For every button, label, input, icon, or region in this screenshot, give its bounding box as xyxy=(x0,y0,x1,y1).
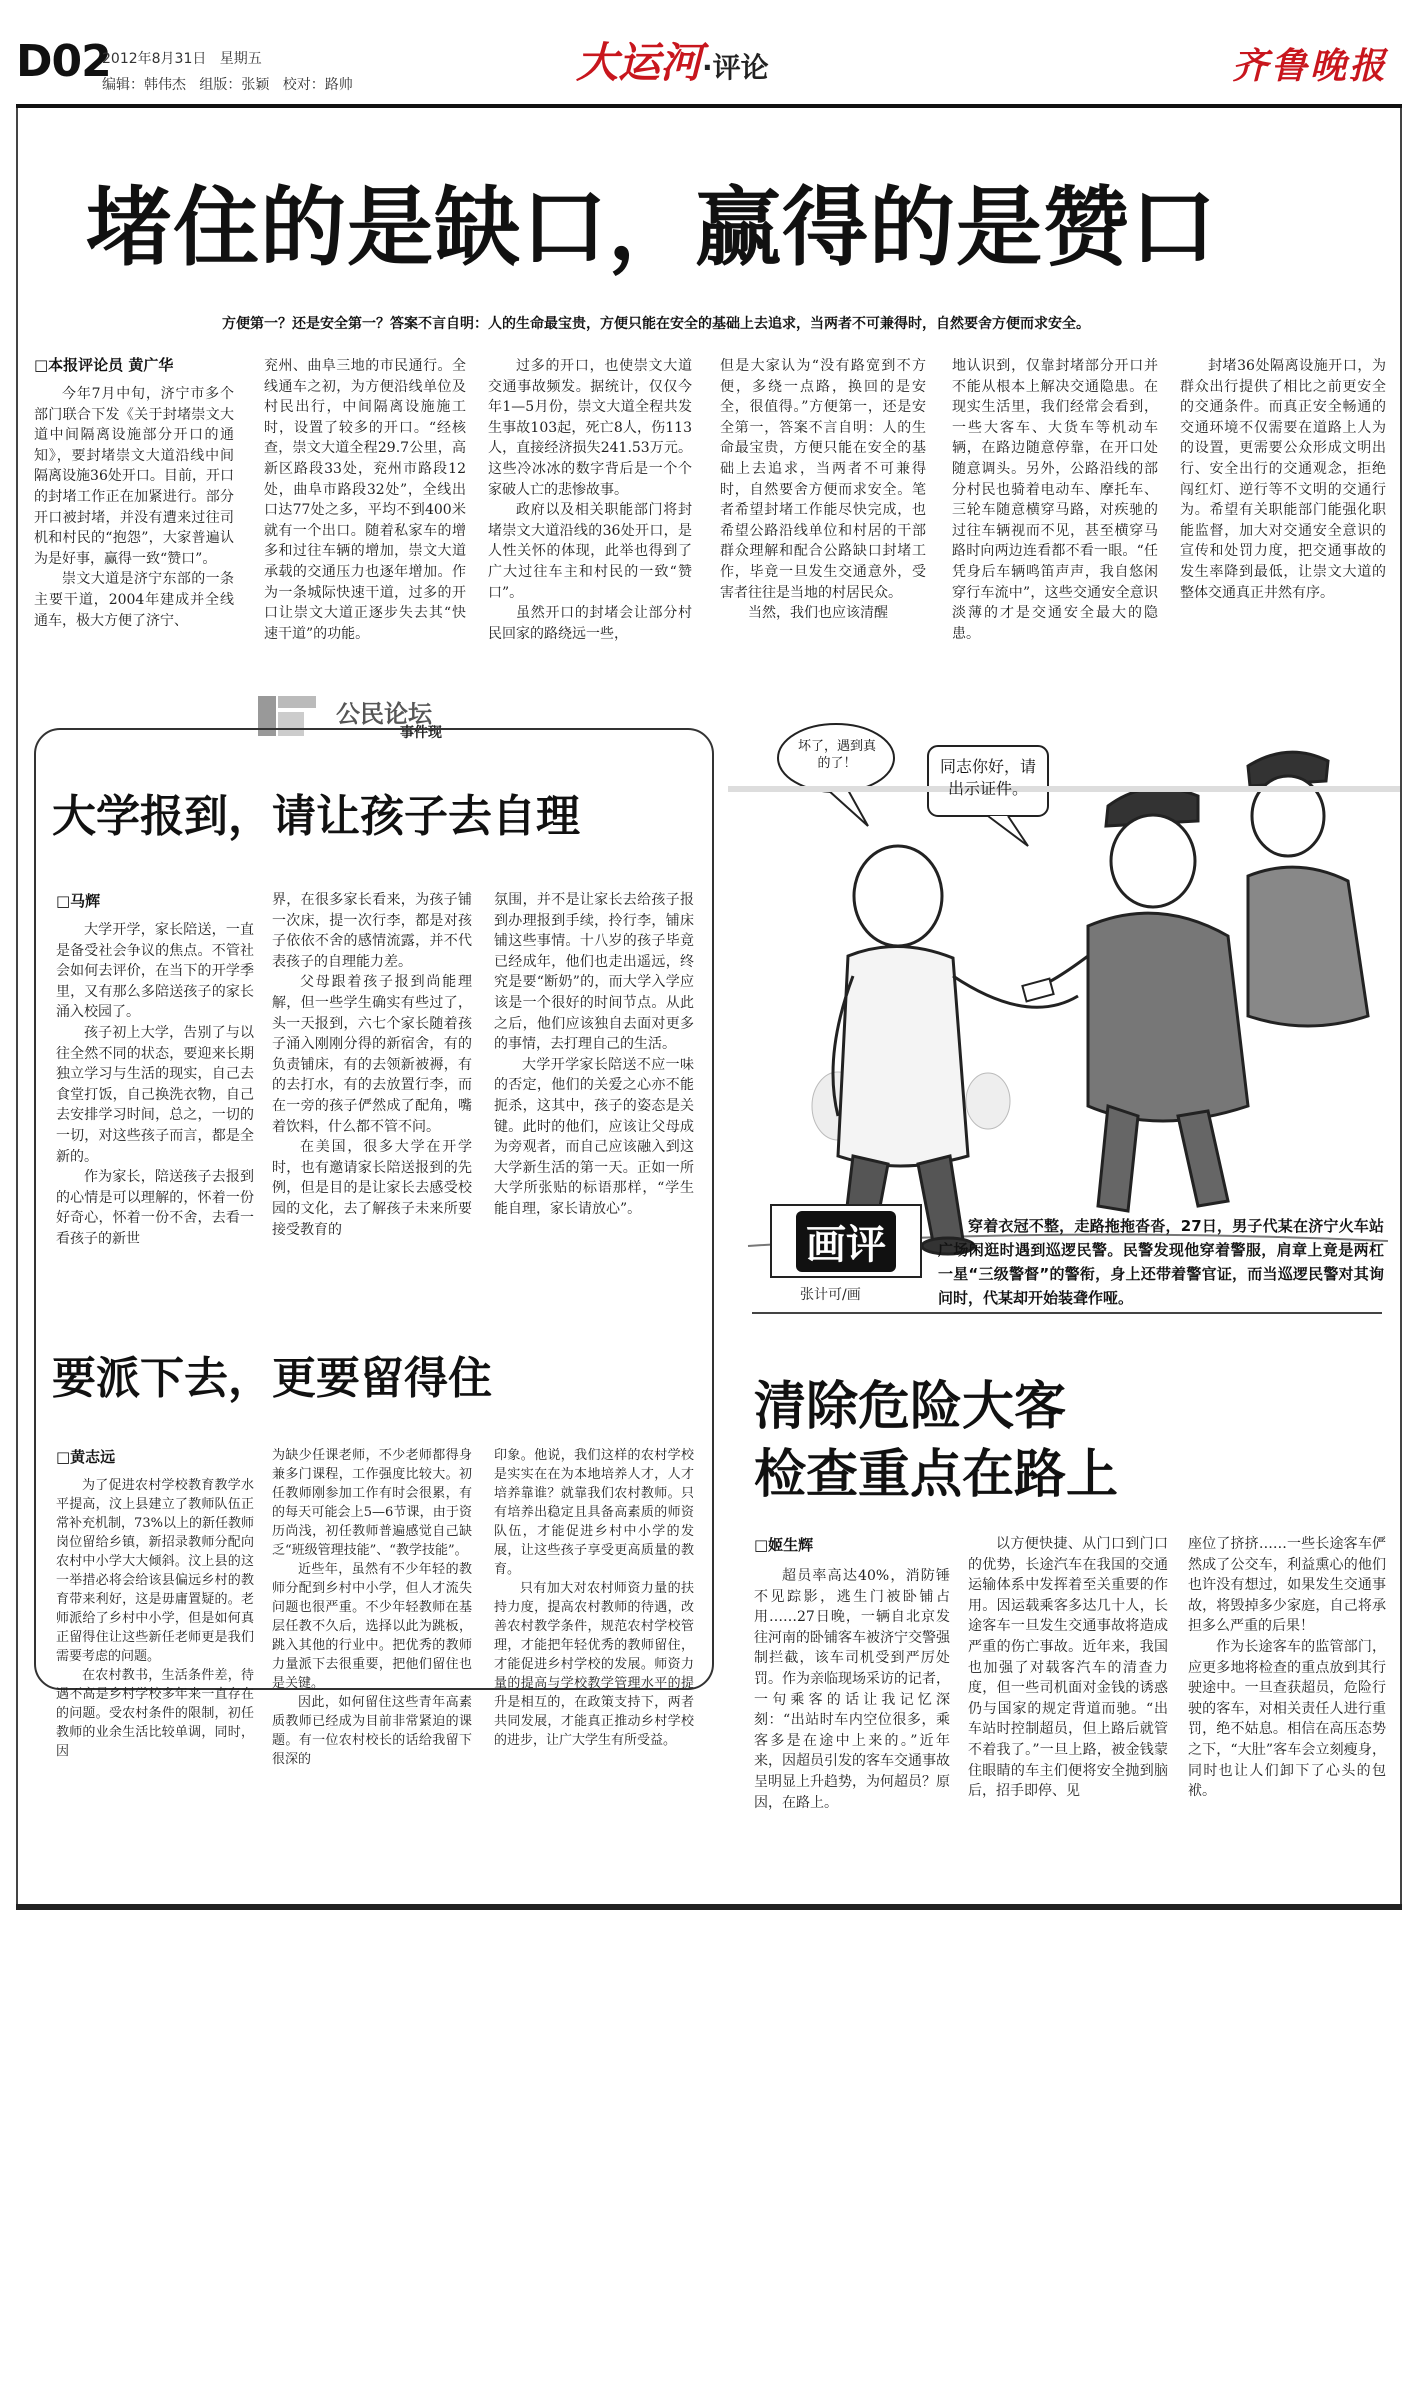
bubble-left-text: 坏了，遇到真的了！ xyxy=(797,739,876,771)
cartoon-credit: 张计可/画 xyxy=(800,1287,861,1303)
header-rule xyxy=(16,104,1402,108)
page-right-rule xyxy=(1400,108,1402,1910)
article1-col-2 xyxy=(272,890,472,1312)
article2-byline: □黄志远 xyxy=(56,1448,116,1466)
cartoon-stamp xyxy=(770,1204,922,1278)
lead-p: 但是大家认为“没有路宽到不方便，多绕一点路，换回的是安全，很值得。”方便第一，还是安全第一，答案不言自明：人的生命最宝贵，方便只能在安全的基础上去追求，当两者不可兼得时，自然要舍方便而求安全。笔者希望封堵工作能尽快完成，也希望公路沿线单位和村居的干部群众理解和配合公路缺口封堵工作，毕竟一旦发生交通意外，受害者往往是当地的村居民众。 xyxy=(720,358,926,601)
lead-p: 封堵36处隔离设施开口，为群众出行提供了相比之前更安全的交通条件。而真正安全畅通的交通环境不仅需要在道路上人为的设置，更需要公众形成文明出行、安全出行的交通观念，拒绝闯红灯、逆行等不文明的交通行为。希望有关职能部门能强化职能监督，加大对交通安全意识的宣传和处罚力度，把交通事故的发生率降到最低，让崇文大道的整体交通真正井然有序。 xyxy=(1180,358,1386,601)
article1-byline: □马辉 xyxy=(56,892,101,910)
article3-p: 以方便快捷、从门口到门口的优势，长途汽车在我国的交通运输体系中发挥着至关重要的作用。因运载乘客多达几十人，长途客车一旦发生交通事故将造成严重的伤亡事故。近年来，我国也加强了对载客汽车的清查力度，但一些司机面对金钱的诱惑仍与国家的规定背道而驰。“出车站时控制超员，但上路后就管不着我了。”一旦上路，被金钱蒙住眼睛的车主们便将安全抛到脑后，招手即停、见 xyxy=(968,1536,1168,1800)
staff-credits xyxy=(102,74,353,94)
article1-col-3 xyxy=(494,890,694,1312)
lead-p: 当然，我们也应该清醒 xyxy=(748,605,888,622)
date-text: 2012年8月31日 xyxy=(102,51,207,67)
article3-col-3 xyxy=(1188,1534,1386,1800)
article2-headline: 要派下去，更要留得住 xyxy=(52,1353,492,1404)
lead-p: 过多的开口，也使崇文大道交通事故频发。据统计，仅仅今年1—5月份，崇文大道全程共发生事故103起，死亡8人，伤113人，直接经济损失241.53万元。这些冷冰冰的数字背后是一个个家破人亡的悲惨故事。 xyxy=(488,358,692,498)
article3-headline-2: 检查重点在路上 xyxy=(754,1445,1119,1505)
cartoon-panel xyxy=(728,686,1400,1276)
lead-p: 今年7月中旬，济宁市多个部门联合下发《关于封堵崇文大道中间隔离设施部分开口的通知》，要封堵崇文大道沿线中间隔离设施36处开口。目前，开口的封堵工作正在加紧进行。部分开口被封堵，并没有遭来过往司机和村民的“抱怨”，大家普遍认为是好事，赢得一致“赞口”。 xyxy=(34,386,234,567)
article1-p: 大学开学家长陪送不应一味的否定，他们的关爱之心亦不能扼杀，这其中，孩子的姿态是关键。此时的他们，应该让父母成为旁观者，而自己应该融入到这大学新生活的第一天。正如一所大学所张贴的标语那样，“学生能自理，家长请放心”。 xyxy=(494,1056,694,1217)
page-left-rule xyxy=(16,108,18,1910)
lead-col-6 xyxy=(1180,356,1386,676)
section-name: ·评论 xyxy=(702,51,769,84)
article3-p: 超员率高达40%，消防锤不见踪影，逃生门被卧铺占用……27日晚，一辆自北京发往河南的卧铺客车被济宁交警强制拦截，该车司机受到严厉处罚。作为亲临现场采访的记者，一句乘客的话让我记忆深刻：“出站时车内空位很多，乘客多是在途中上来的。”近年来，因超员引发的客车交通事故呈明显上升趋势，为何超员？原因，在路上。 xyxy=(754,1568,950,1811)
cartoon-bottom-rule xyxy=(752,1312,1382,1314)
lead-p: 政府以及相关职能部门将封堵崇文大道沿线的36处开口，是人性关怀的体现，此举也得到了广大过往车主和村民的一致“赞口”。 xyxy=(488,502,692,601)
lead-p: 虽然开口的封堵会让部分村民回家的路绕远一些， xyxy=(488,605,692,642)
article1-p: 作为家长，陪送孩子去报到的心情是可以理解的，怀着一份好奇心，怀着一份不舍，去看一看孩子的新世 xyxy=(56,1169,254,1247)
article1-p: 界，在很多家长看来，为孩子铺一次床，提一次行李，都是对孩子依依不舍的感情流露，并不代表孩子的自理能力差。 xyxy=(272,892,472,970)
editor-credit: 编辑：韩伟杰 xyxy=(102,77,186,93)
article2-col-2 xyxy=(272,1446,472,1767)
lead-col-2 xyxy=(264,356,466,676)
lead-p: 崇文大道是济宁东部的一条主要干道，2004年建成并全线通车，极大方便了济宁、 xyxy=(34,571,234,629)
page-number: D02 xyxy=(16,36,111,87)
article3-col-2 xyxy=(968,1534,1168,1800)
weekday-text: 星期五 xyxy=(219,51,262,67)
page-header xyxy=(0,0,1417,110)
issue-date xyxy=(102,48,262,68)
article2-p: 为缺少任课老师，不少老师都得身兼多门课程，工作强度比较大。初任教师刚参加工作有时会很累，有的每天可能会上5—6节课，由于资历尚浅，初任教师普遍感觉自己缺乏“班级管理技能”、“教学技能”。 xyxy=(272,1448,472,1558)
lead-col-4 xyxy=(720,356,926,676)
lead-col-3 xyxy=(488,356,692,676)
cartoon-caption: 穿着衣冠不整，走路拖拖沓沓，27日，男子代某在济宁火车站广场闲逛时遇到巡逻民警。民警发现他穿着警服，肩章上竟是两杠一星“三级警督”的警衔，身上还带着警官证，而当巡逻民警对其询问时，代某却开始装聋作哑。 xyxy=(938,1217,1384,1307)
article3-headline-1: 清除危险大客 xyxy=(754,1377,1067,1437)
lead-byline: □本报评论员 黄广华 xyxy=(34,356,174,374)
proof-credit: 校对：路帅 xyxy=(282,77,353,93)
article1-p: 父母跟着孩子报到尚能理解，但一些学生确实有些过了，头一天报到，六七个家长随着孩子涌入刚刚分得的新宿舍，有的负责铺床，有的去领新被褥，有的去打水，有的去放置行李，而在一旁的孩子俨然成了配角，嘴着饮料，什么都不管不问。 xyxy=(272,974,472,1135)
stamp-text: 画评 xyxy=(796,1211,896,1272)
section-brand: 大运河 xyxy=(576,38,703,87)
article3-p: 座位了挤挤……一些长途客车俨然成了公交车，利益熏心的他们也许没有想过，如果发生交通事故，将毁掉多少家庭，自己将承担多么严重的后果！ xyxy=(1188,1536,1386,1635)
article1-p: 大学开学，家长陪送，一直是备受社会争议的焦点。不管社会如何去评价，在当下的开学季里，又有那么多陪送孩子的家长涌入校园了。 xyxy=(56,922,254,1021)
lead-col-5 xyxy=(952,356,1158,676)
lead-headline: 堵住的是缺口，赢得的是赞口 xyxy=(86,178,1217,278)
cartoon-illustration-icon xyxy=(728,686,1400,1276)
bubble-right-text: 同志你好，请出示证件。 xyxy=(939,757,1036,798)
lead-deck: 方便第一？还是安全第一？答案不言自明：人的生命最宝贵，方便只能在安全的基础上去追求，当两者不可兼得时，自然要舍方便而求安全。 xyxy=(222,316,1090,332)
lead-col-1 xyxy=(34,384,234,674)
paper-name: 齐鲁晚报 xyxy=(1232,45,1389,87)
lead-p: 兖州、曲阜三地的市民通行。全线通车之初，为方便沿线单位及村民出行，中间隔离设施施工时，设置了较多的开口。“经核查，崇文大道全程29.7公里，高新区路段33处，兖州市路段12处，曲阜市路段32处”，全线出口达77处之多，平均不到400米就有一个出口。随着私家车的增多和过往车辆的增加，崇文大道承载的交通压力也逐年增加。作为一条城际快速干道，过多的开口让崇文大道正逐步失去其“快速干道”的功能。 xyxy=(264,358,466,642)
article1-p: 孩子初上大学，告别了与以往全然不同的状态，要迎来长期独立学习与生活的现实，自己去食堂打饭，自己换洗衣物，自己去安排学习时间，总之，一切的一切，对这些孩子而言，都是全新的。 xyxy=(56,1024,254,1165)
article2-p: 为了促进农村学校教育教学水平提高，汶上县建立了教师队伍正常补充机制，73%以上的新任教师岗位留给乡镇，新招录教师分配向农村中小学大大倾斜。汶上县的这一举措必将会给该县偏远乡村的教育带来利好，这是毋庸置疑的。老师派给了乡村中小学，但是如何真正留得住让这些新任老师更是我们需要考虑的问题。 xyxy=(56,1478,254,1664)
forum-label: 公民论坛 xyxy=(336,700,432,728)
page-bottom-rule xyxy=(16,1904,1402,1910)
article1-p: 氛围，并不是让家长去给孩子报到办理报到手续，拎行李，铺床铺这些事情。十八岁的孩子毕竟已经成年，他们也走出遥远，终究是要“断奶”的，而大学入学应该是一个很好的时间节点。从此之后，他们应该独自去面对更多的事情，去打理自己的生活。 xyxy=(494,892,694,1053)
layout-credit: 组版：张颖 xyxy=(199,77,270,93)
article2-p: 因此，如何留住这些青年高素质教师已经成为目前非常紧迫的课题。有一位农村校长的话给我留下很深的 xyxy=(272,1695,472,1767)
article1-p: 在美国，很多大学在开学时，也有邀请家长陪送报到的先例，但是目的是让家长去感受校园的文化，去了解孩子未来所要接受教育的 xyxy=(272,1139,472,1238)
article2-p: 在农村教书，生活条件差，待遇不高是乡村学校多年来一直存在的问题。受农村条件的限制，初任教师的业余生活比较单调，同时，因 xyxy=(56,1668,254,1759)
article3-col-1 xyxy=(754,1566,950,1811)
lead-p: 地认识到，仅靠封堵部分开口并不能从根本上解决交通隐患。在现实生活里，我们经常会看到，一些大客车、大货车等机动车辆，在路边随意停靠，在开口处随意调头。另外，公路沿线的部分村民也骑着电动车、摩托车、三轮车随意横穿马路，对疾驰的过往车辆视而不见，甚至横穿马路时向两边连看都不看一眼。“任凭身后车辆鸣笛声声，我自悠闲穿行车流中”，这些交通安全意识淡薄的才是交通安全最大的隐患。 xyxy=(952,358,1158,642)
article3-p: 作为长途客车的监管部门，应更多地将检查的重点放到其行驶途中。一旦查获超员，危险行驶的客车，对相关责任人进行重罚，绝不姑息。相信在高压态势之下，“大肚”客车会立刻瘦身，同时也让人们卸下了心头的包袱。 xyxy=(1188,1638,1386,1800)
article2-p: 印象。他说，我们这样的农村学校是实实在在为本地培养人才，人才培养靠谁？就靠我们农村教师。只有培养出稳定且具备高素质的师资队伍，才能促进乡村中小学的发展，让这些孩子享受更高质量的教育。 xyxy=(494,1448,694,1577)
forum-sub: 事件现 xyxy=(400,725,442,741)
section-logo xyxy=(576,30,769,90)
article2-col-1 xyxy=(56,1476,254,1759)
article2-p: 只有加大对农村师资力量的扶持力度，提高农村教师的待遇，改善农村教学条件，规范农村学校管理，才能把年轻优秀的教师留住，才能促进乡村学校的发展。师资力量的提高与学校教学管理水平的提升是相互的，在政策支持下，两者共同发展，才能真正推动乡村学校的进步，让广大学生有所受益。 xyxy=(494,1581,694,1748)
article2-col-3 xyxy=(494,1446,694,1748)
article1-headline: 大学报到，请让孩子去自理 xyxy=(52,791,580,842)
article2-p: 近些年，虽然有不少年轻的教师分配到乡村中小学，但人才流失问题也很严重。不少年轻教师在基层任教不久后，选择以此为跳板，跳入其他的行业中。把优秀的教师力量派下去很重要，把他们留住也是关键。 xyxy=(272,1562,472,1691)
article1-col-1 xyxy=(56,920,254,1312)
article3-byline: □姬生辉 xyxy=(754,1536,814,1554)
